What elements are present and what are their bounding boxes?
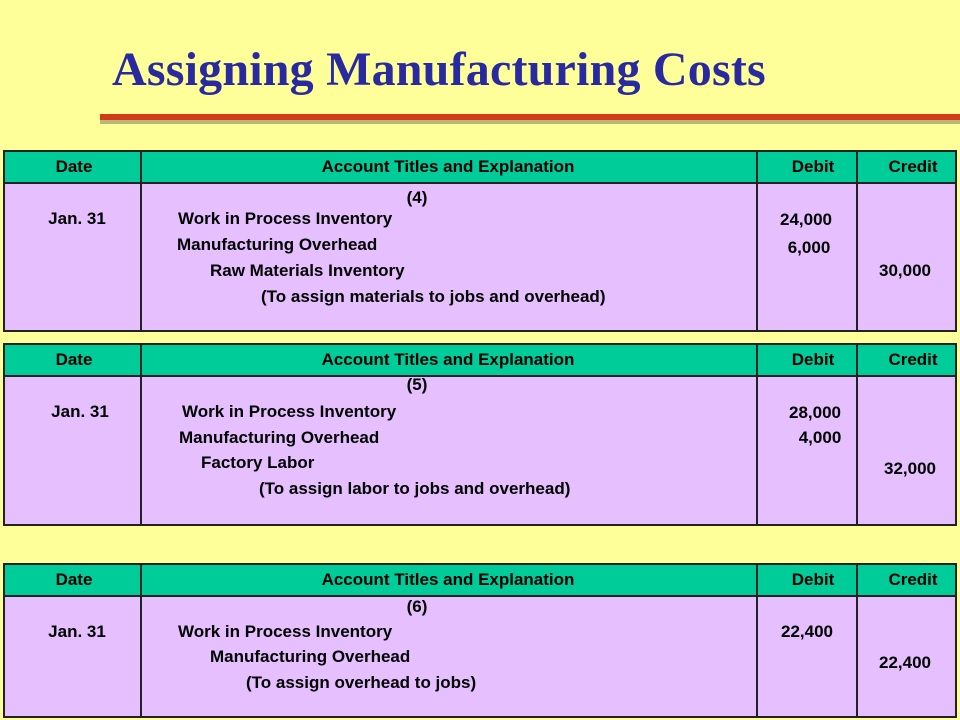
entry-number: (5) (406, 375, 428, 394)
account-line: Factory Labor (201, 453, 315, 472)
title-underline-shadow (100, 120, 960, 124)
debit-amount: 24,000 (780, 210, 832, 229)
header-account: Account Titles and Explanation (321, 157, 575, 176)
journal-header (5, 565, 955, 597)
account-line: Raw Materials Inventory (210, 261, 405, 280)
column-divider (856, 565, 858, 716)
header-date: Date (55, 350, 93, 369)
header-account: Account Titles and Explanation (321, 350, 575, 369)
entry-date: Jan. 31 (51, 402, 109, 421)
debit-amount: 28,000 (789, 403, 841, 422)
column-divider (856, 152, 858, 330)
entry-explanation: (To assign labor to jobs and overhead) (259, 479, 571, 498)
credit-amount: 22,400 (879, 653, 931, 672)
column-divider (140, 345, 142, 524)
credit-amount: 32,000 (884, 459, 936, 478)
journal-header (5, 345, 955, 377)
column-divider (140, 565, 142, 716)
header-credit: Credit (888, 570, 938, 589)
journal-entry-4 (3, 150, 957, 332)
journal-entry-5 (3, 343, 957, 526)
journal-entry-6 (3, 563, 957, 718)
header-account: Account Titles and Explanation (321, 570, 575, 589)
title-underline (100, 114, 960, 120)
column-divider (756, 345, 758, 524)
entry-explanation: (To assign overhead to jobs) (246, 673, 477, 692)
account-line: Manufacturing Overhead (210, 647, 411, 666)
entry-date: Jan. 31 (48, 622, 106, 641)
debit-amount: 22,400 (781, 622, 833, 641)
account-line: Manufacturing Overhead (179, 428, 380, 447)
column-divider (140, 152, 142, 330)
page-title: Assigning Manufacturing Costs (112, 43, 766, 96)
header-credit: Credit (888, 350, 938, 369)
account-line: Manufacturing Overhead (177, 235, 378, 254)
debit-amount: 4,000 (798, 428, 842, 447)
journal-header (5, 152, 955, 184)
entry-explanation: (To assign materials to jobs and overhead) (261, 287, 606, 306)
entry-number: (6) (406, 597, 428, 616)
header-debit: Debit (791, 350, 835, 369)
column-divider (856, 345, 858, 524)
header-debit: Debit (791, 157, 835, 176)
column-divider (756, 565, 758, 716)
header-debit: Debit (791, 570, 835, 589)
account-line: Work in Process Inventory (178, 622, 393, 641)
entry-number: (4) (406, 188, 428, 207)
header-date: Date (55, 570, 93, 589)
debit-amount: 6,000 (787, 238, 831, 257)
header-credit: Credit (888, 157, 938, 176)
account-line: Work in Process Inventory (182, 402, 397, 421)
credit-amount: 30,000 (879, 261, 931, 280)
entry-date: Jan. 31 (48, 209, 106, 228)
column-divider (756, 152, 758, 330)
account-line: Work in Process Inventory (178, 209, 393, 228)
header-date: Date (55, 157, 93, 176)
